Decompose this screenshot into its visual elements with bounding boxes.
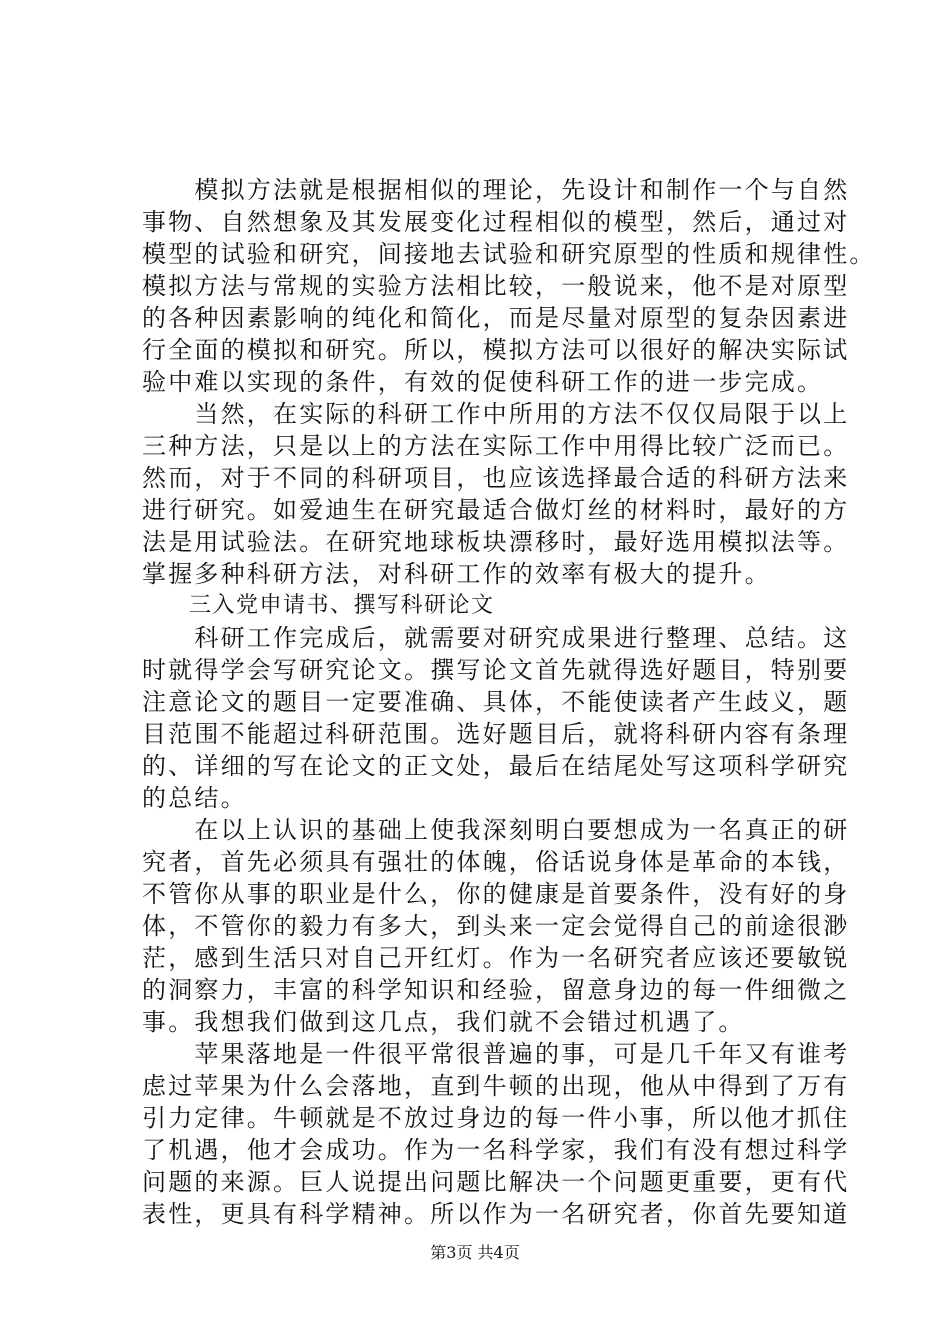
text-line: 苹果落地是一件很平常很普遍的事，可是几千年又有谁考 — [142, 1040, 850, 1068]
text-line: 体，不管你的毅力有多大，到头来一定会觉得自己的前途很渺 — [142, 912, 850, 940]
text-line: 目范围不能超过科研范围。选好题目后，就将科研内容有条理 — [142, 720, 850, 748]
text-line: 科研工作完成后，就需要对研究成果进行整理、总结。这 — [142, 624, 850, 652]
text-line: 表性，更具有科学精神。所以作为一名研究者，你首先要知道 — [142, 1200, 850, 1228]
text-line: 虑过苹果为什么会落地，直到牛顿的出现，他从中得到了万有 — [142, 1072, 850, 1100]
text-line: 事。我想我们做到这几点，我们就不会错过机遇了。 — [142, 1008, 745, 1036]
text-line: 模拟方法与常规的实验方法相比较，一般说来，他不是对原型 — [142, 272, 850, 300]
text-line: 不管你从事的职业是什么，你的健康是首要条件，没有好的身 — [142, 880, 850, 908]
text-line: 模拟方法就是根据相似的理论，先设计和制作一个与自然 — [142, 176, 850, 204]
text-line: 了机遇，他才会成功。作为一名科学家，我们有没有想过科学 — [142, 1136, 850, 1164]
text-line: 模型的试验和研究，间接地去试验和研究原型的性质和规律性。 — [142, 240, 876, 268]
text-line: 事物、自然想象及其发展变化过程相似的模型，然后，通过对 — [142, 208, 850, 236]
text-line: 掌握多种科研方法，对科研工作的效率有极大的提升。 — [142, 560, 771, 588]
text-line: 引力定律。牛顿就是不放过身边的每一件小事，所以他才抓住 — [142, 1104, 850, 1132]
text-line: 法是用试验法。在研究地球板块漂移时，最好选用模拟法等。 — [142, 528, 850, 556]
text-line: 究者，首先必须具有强壮的体魄，俗话说身体是革命的本钱， — [142, 848, 850, 876]
text-line: 行全面的模拟和研究。所以，模拟方法可以很好的解决实际试 — [142, 336, 850, 364]
page-number-label: 第3页 共4页 — [430, 1243, 520, 1262]
text-line: 注意论文的题目一定要准确、具体，不能使读者产生歧义，题 — [142, 688, 850, 716]
text-line: 问题的来源。巨人说提出问题比解决一个问题更重要，更有代 — [142, 1168, 850, 1196]
text-line: 茫，感到生活只对自己开红灯。作为一名研究者应该还要敏锐 — [142, 944, 850, 972]
text-line: 的各种因素影响的纯化和简化，而是尽量对原型的复杂因素进 — [142, 304, 850, 332]
text-line: 的洞察力，丰富的科学知识和经验，留意身边的每一件细微之 — [142, 976, 850, 1004]
text-line: 的、详细的写在论文的正文处，最后在结尾处写这项科学研究 — [142, 752, 850, 780]
document-body — [142, 174, 876, 1230]
text-line: 然而，对于不同的科研项目，也应该选择最合适的科研方法来 — [142, 464, 850, 492]
page-footer — [0, 1243, 950, 1263]
text-line: 的总结。 — [142, 784, 247, 812]
text-line: 当然，在实际的科研工作中所用的方法不仅仅局限于以上 — [142, 400, 850, 428]
section-heading: 三入党申请书、撰写科研论文 — [142, 593, 495, 618]
text-line: 进行研究。如爱迪生在研究最适合做灯丝的材料时，最好的方 — [142, 496, 850, 524]
text-line: 在以上认识的基础上使我深刻明白要想成为一名真正的研 — [142, 816, 850, 844]
text-line: 三种方法，只是以上的方法在实际工作中用得比较广泛而已。 — [142, 432, 850, 460]
text-line: 验中难以实现的条件，有效的促使科研工作的进一步完成。 — [142, 368, 824, 396]
text-line: 时就得学会写研究论文。撰写论文首先就得选好题目，特别要 — [142, 656, 850, 684]
